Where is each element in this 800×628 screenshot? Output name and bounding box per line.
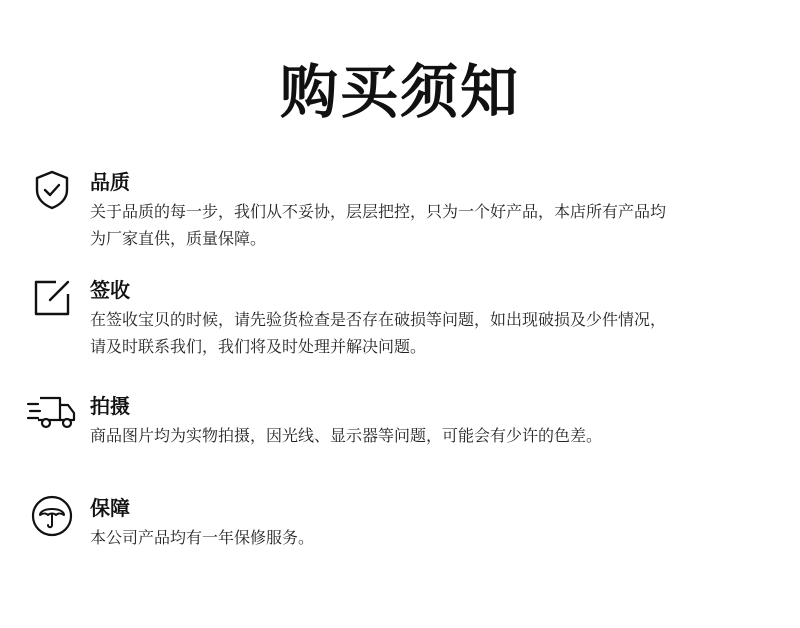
section-heading-quality: 品质 (90, 170, 130, 194)
text-line: 商品图片均为实物拍摄，因光线、显示器等问题，可能会有少许的色差。 (90, 426, 603, 445)
page-title: 购买须知 (279, 58, 520, 126)
section-text-receipt (90, 306, 770, 360)
shield-check-icon (26, 168, 78, 212)
section-heading-warranty: 保障 (90, 496, 130, 520)
text-line: 请及时联系我们，我们将及时处理并解决问题。 (90, 337, 427, 356)
section-heading-photo: 拍摄 (90, 394, 130, 418)
text-line: 关于品质的每一步，我们从不妥协，层层把控，只为一个好产品，本店所有产品均 (90, 202, 667, 221)
delivery-truck-icon (26, 392, 78, 436)
edit-square-icon (26, 276, 78, 320)
section-heading-receipt: 签收 (90, 278, 130, 302)
text-line: 在签收宝贝的时候，请先验货检查是否存在破损等问题，如出现破损及少件情况， (90, 310, 667, 329)
text-line: 本公司产品均有一年保修服务。 (90, 528, 315, 547)
text-line: 为厂家直供，质量保障。 (90, 229, 267, 248)
section-text-photo (90, 422, 770, 449)
section-text-warranty (90, 524, 770, 551)
section-text-quality (90, 198, 770, 252)
umbrella-icon (26, 494, 78, 538)
